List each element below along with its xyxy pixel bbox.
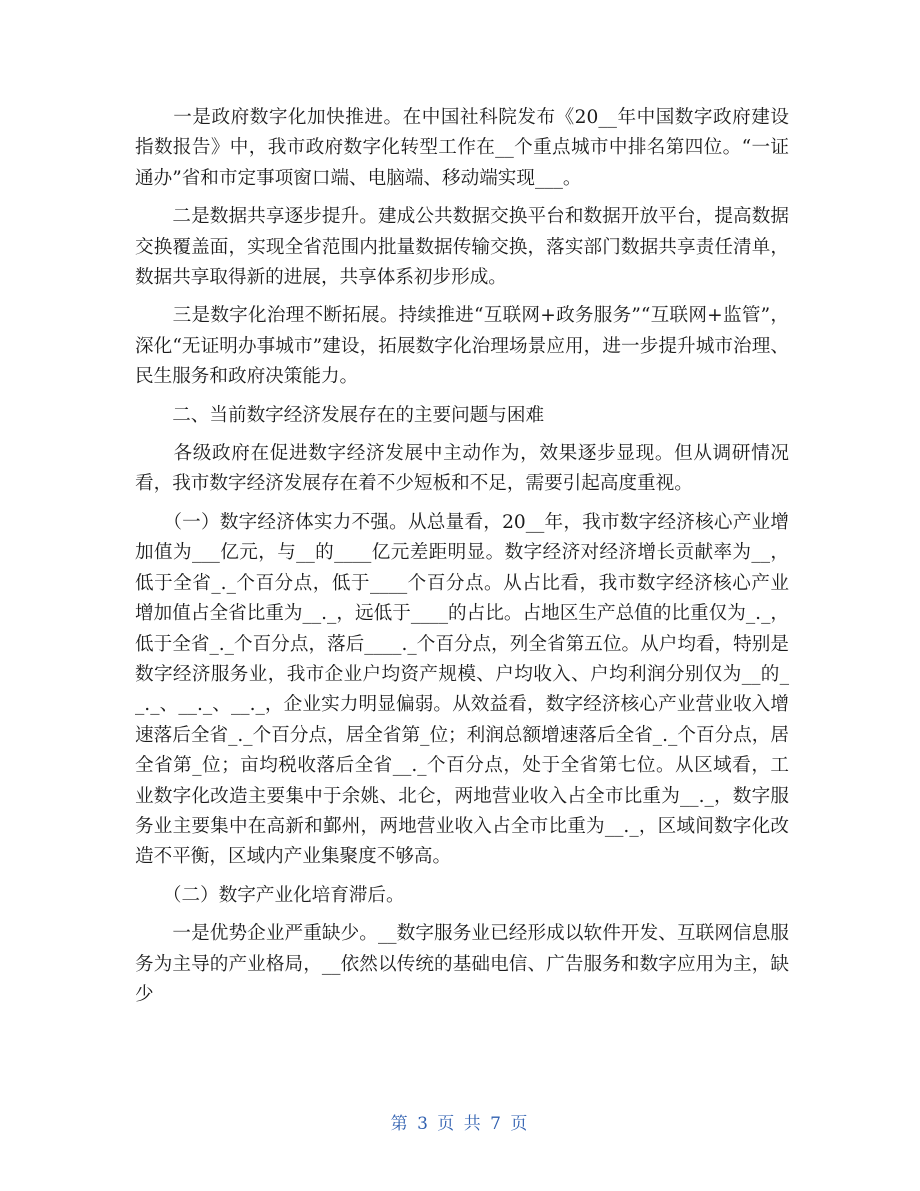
document-body (135, 103, 789, 1018)
subheading-industrialization: （二）数字产业化培育滞后。 (135, 884, 405, 906)
section-heading-problems: 二、当前数字经济发展存在的主要问题与困难 (135, 404, 545, 426)
paragraph-overview: 各级政府在促进数字经济发展中主动作为，效果逐步显现。但从调研情况看，我市数字经济发展存在着不少短板和不足，需要引起高度重视。 (135, 443, 789, 495)
paragraph-leading-enterprises: 一是优势企业严重缺少。__数字服务业已经形成以软件开发、互联网信息服务为主导的产业格局，__依然以传统的基础电信、广告服务和数字应用为主，缺少 (135, 923, 789, 1005)
paragraph-data-sharing: 二是数据共享逐步提升。建成公共数据交换平台和数据开放平台，提高数据交换覆盖面，实现全省范围内批量数据传输交换，落实部门数据共享责任清单，数据共享取得新的进展，共享体系初步形成。 (135, 206, 789, 289)
paragraph-economic-strength: （一）数字经济体实力不强。从总量看，20__年，我市数字经济核心产业增加值为___亿元，与__的____亿元差距明显。数字经济对经济增长贡献率为__，低于全省_._个百分点，低于____个百分点。从占比看，我市数字经济核心产业增加值占全省比重为__._，远低于____的占比。占地区生产总值的比重仅为_._，低于全省_._个百分点，落后____._个百分点，列全省第五位。从户均看，特别是数字经济服务业，我市企业户均资产规模、户均收入、户均利润分别仅为__的__._、__._、__._，企业实力明显偏弱。从效益看，数字经济核心产业营业收入增速落后全省_._个百分点，居全省第_位；利润总额增速落后全省_._个百分点，居全省第_位；亩均税收落后全省__._个百分点，处于全省第七位。从区域看，工业数字化改造主要集中于余姚、北仑，两地营业收入占全市比重为__._，数字服务业主要集中在高新和鄞州，两地营业收入占全市比重为__._，区域间数字化改造不平衡，区域内产业集聚度不够高。 (135, 511, 789, 868)
paragraph-government-digitalization: 一是政府数字化加快推进。在中国社科院发布《20__年中国数字政府建设指数报告》中，我市政府数字化转型工作在__个重点城市中排名第四位。“一证通办”省和市定事项窗口端、电脑端、移动端实现___。 (135, 107, 789, 189)
page-footer: 第 3 页 共 7 页 (390, 1114, 530, 1134)
paragraph-digital-governance: 三是数字化治理不断拓展。持续推进“互联网+政务服务”“互联网+监管”，深化“无证明办事城市”建设，拓展数字化治理场景应用，进一步提升城市治理、民生服务和政府决策能力。 (135, 305, 789, 388)
